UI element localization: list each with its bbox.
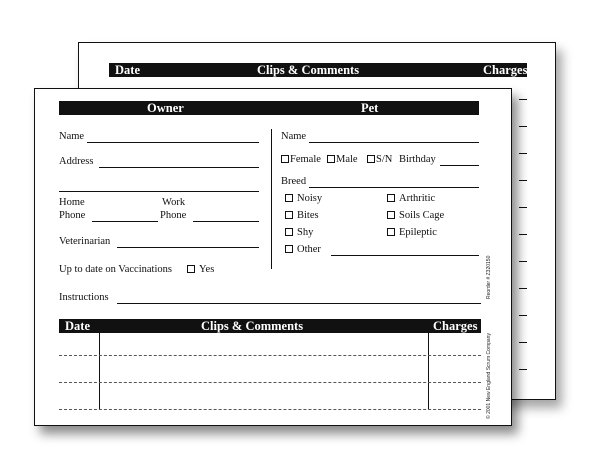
table-row-line-2[interactable] xyxy=(59,382,481,383)
vaccinations-label: Up to date on Vaccinations xyxy=(59,264,172,275)
shy-label: Shy xyxy=(297,227,314,238)
birthday-line[interactable] xyxy=(440,165,479,166)
noisy-checkbox[interactable] xyxy=(285,193,322,205)
male-checkbox[interactable] xyxy=(327,154,358,166)
vaccinations-yes-checkbox[interactable] xyxy=(187,264,214,276)
home-phone-line[interactable] xyxy=(92,221,158,222)
veterinarian-line[interactable] xyxy=(117,247,259,248)
work-phone-label: Phone xyxy=(160,210,187,221)
checkbox-box[interactable] xyxy=(387,194,395,202)
back-clips-header: Clips & Comments xyxy=(257,63,360,77)
sn-checkbox[interactable] xyxy=(367,154,392,166)
pet-name-label: Name xyxy=(281,131,307,142)
address-line-1[interactable] xyxy=(99,167,259,168)
checkbox-box[interactable] xyxy=(367,155,375,163)
male-label: Male xyxy=(336,154,358,165)
work-label: Work xyxy=(162,197,186,208)
veterinarian-label: Veterinarian xyxy=(59,236,111,247)
breed-line[interactable] xyxy=(309,187,479,188)
bites-label: Bites xyxy=(297,210,319,221)
bites-checkbox[interactable] xyxy=(285,210,319,222)
soils-cage-checkbox[interactable] xyxy=(387,210,444,222)
arthritic-checkbox[interactable] xyxy=(387,193,435,205)
pet-header: Pet xyxy=(361,101,379,115)
birthday-label: Birthday xyxy=(399,154,436,165)
checkbox-box[interactable] xyxy=(327,155,335,163)
back-charges-header: Charges xyxy=(483,63,528,77)
instructions-label: Instructions xyxy=(59,292,109,303)
section-divider xyxy=(271,129,272,269)
epileptic-label: Epileptic xyxy=(399,227,437,238)
reorder-text: Reorder # Z320150 xyxy=(486,255,492,299)
soils-cage-label: Soils Cage xyxy=(399,210,445,221)
work-phone-line[interactable] xyxy=(193,221,259,222)
female-label: Female xyxy=(290,154,321,165)
table-col-divider-2 xyxy=(428,333,429,409)
sn-label: S/N xyxy=(376,154,393,165)
owner-header: Owner xyxy=(147,101,184,115)
table-row-line-3[interactable] xyxy=(59,409,481,410)
clips-header-bar xyxy=(59,319,481,333)
other-line[interactable] xyxy=(331,255,479,256)
charges-header: Charges xyxy=(433,319,478,333)
table-row-line-1[interactable] xyxy=(59,355,481,356)
shy-checkbox[interactable] xyxy=(285,227,313,239)
pet-name-line[interactable] xyxy=(309,142,479,143)
checkbox-box[interactable] xyxy=(187,265,195,273)
checkbox-box[interactable] xyxy=(285,228,293,236)
yes-label: Yes xyxy=(199,264,215,275)
breed-label: Breed xyxy=(281,176,307,187)
other-label: Other xyxy=(297,244,321,255)
front-card xyxy=(34,88,512,426)
checkbox-box[interactable] xyxy=(285,211,293,219)
address-label: Address xyxy=(59,156,94,167)
home-label: Home xyxy=(59,197,85,208)
checkbox-box[interactable] xyxy=(285,194,293,202)
table-col-divider-1 xyxy=(99,333,100,409)
home-phone-label: Phone xyxy=(59,210,86,221)
epileptic-checkbox[interactable] xyxy=(387,227,437,239)
owner-pet-header-bar xyxy=(59,101,479,115)
back-header-bar xyxy=(109,63,527,77)
clips-header: Clips & Comments xyxy=(201,319,304,333)
copyright-text: © 2001 New England Scrum Company xyxy=(486,333,492,419)
date-header: Date xyxy=(65,319,90,333)
owner-name-line[interactable] xyxy=(87,142,259,143)
female-checkbox[interactable] xyxy=(281,154,321,166)
noisy-label: Noisy xyxy=(297,193,323,204)
address-line-2[interactable] xyxy=(59,191,259,192)
instructions-line[interactable] xyxy=(117,303,481,304)
checkbox-box[interactable] xyxy=(387,211,395,219)
arthritic-label: Arthritic xyxy=(399,193,436,204)
other-checkbox[interactable] xyxy=(285,244,321,256)
owner-name-label: Name xyxy=(59,131,85,142)
back-date-header: Date xyxy=(115,63,140,77)
checkbox-box[interactable] xyxy=(281,155,289,163)
checkbox-box[interactable] xyxy=(285,245,293,253)
checkbox-box[interactable] xyxy=(387,228,395,236)
